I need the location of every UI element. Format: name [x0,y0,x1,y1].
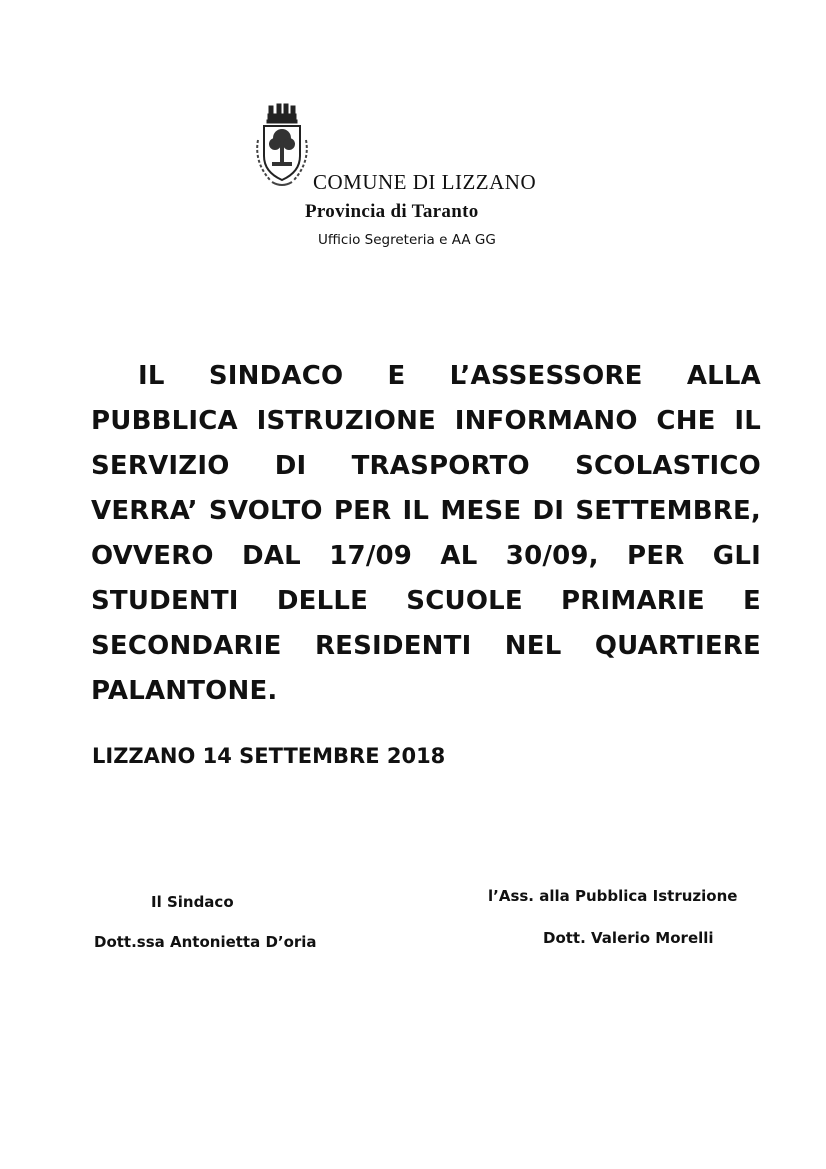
province-name: Provincia di Taranto [305,201,479,222]
mayor-name: Dott.ssa Antonietta D’oria [94,933,317,951]
municipality-name: COMUNE DI LIZZANO [313,170,537,194]
municipal-coat-of-arms-icon [250,100,314,190]
councillor-role: l’Ass. alla Pubblica Istruzione [488,887,738,905]
mayor-role: Il Sindaco [151,893,234,911]
notice-body: IL SINDACO E L’ASSESSORE ALLA PUBBLICA ISTRUZIONE INFORMANO CHE IL SERVIZIO DI TRASPORTO SCOLASTICO VERRA’ SVOLTO PER IL MESE DI SETTEMBRE, OVVERO DAL 17/09 AL 30/09, PER GLI STUDENTI DELLE SCUOLE PRIMARIE E SECONDARIE RESIDENTI NEL QUARTIERE PALANTONE. [91,361,761,706]
councillor-name: Dott. Valerio Morelli [543,929,714,947]
place-date: LIZZANO 14 SETTEMBRE 2018 [92,744,446,768]
office-name: Ufficio Segreteria e AA GG [318,232,496,248]
